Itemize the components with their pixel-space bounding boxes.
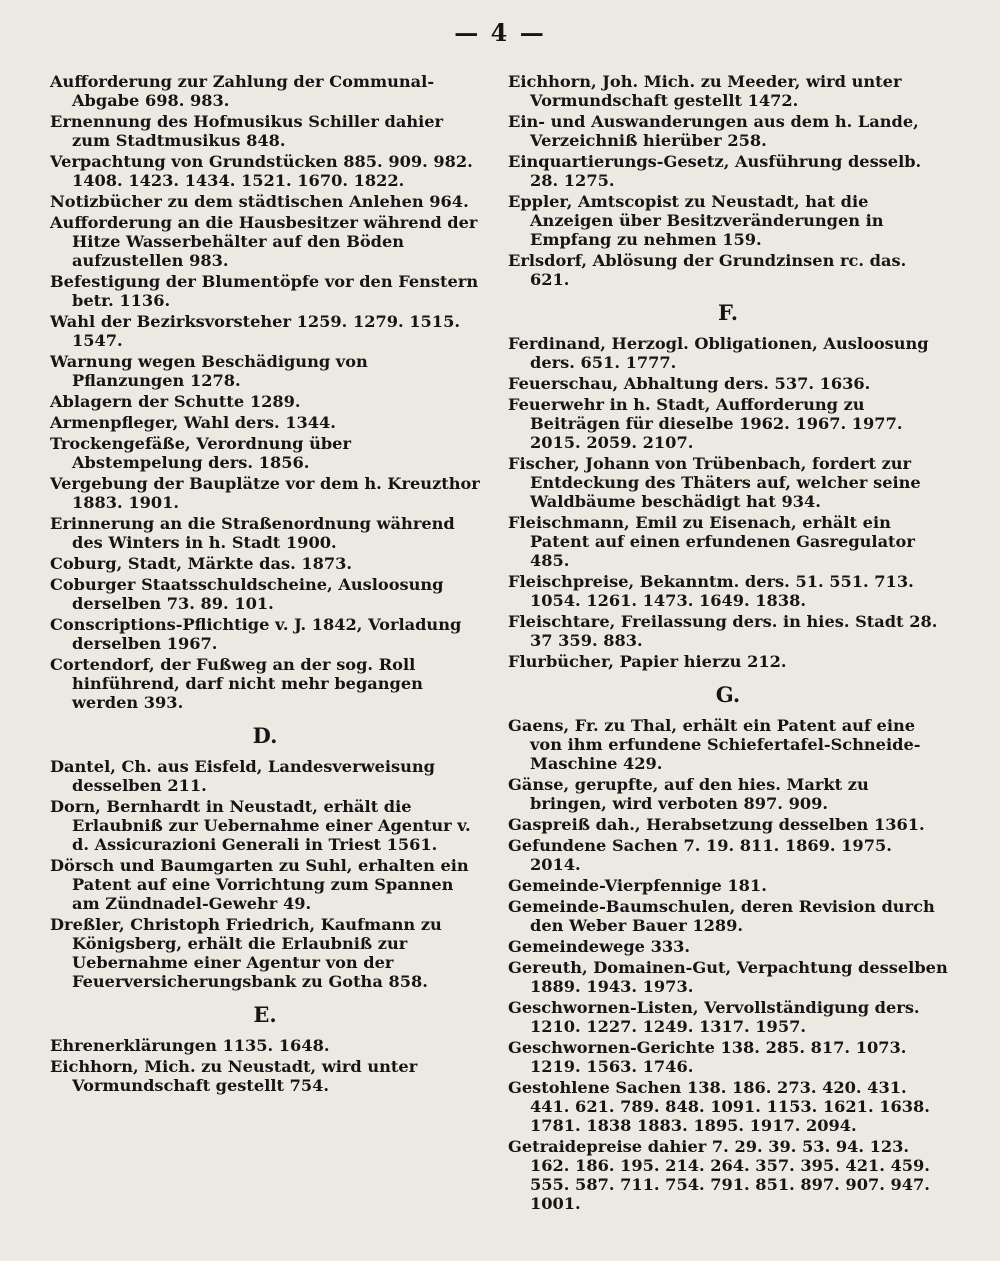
index-entry: Warnung wegen Beschädigung von Pflanzungen 1278.: [50, 352, 368, 390]
index-entry: Eppler, Amtscopist zu Neustadt, hat die Anzeigen über Besitzveränderungen in Empfang zu nehmen 159.: [508, 192, 884, 249]
index-entry: Coburger Staatsschuldscheine, Ausloosung derselben 73. 89. 101.: [50, 575, 444, 613]
index-entry: Gaens, Fr. zu Thal, erhält ein Patent auf eine von ihm erfundene Schiefertafel-Schneide-Maschine 429.: [508, 716, 921, 773]
index-entry: Einquartierungs-Gesetz, Ausführung desselb. 28. 1275.: [508, 152, 922, 190]
index-entry: Erlsdorf, Ablösung der Grundzinsen rc. das. 621.: [508, 251, 907, 289]
index-entry: Erinnerung an die Straßenordnung während des Winters in h. Stadt 1900.: [50, 514, 455, 552]
index-entry: Cortendorf, der Fußweg an der sog. Roll hinführend, darf nicht mehr begangen werden 393.: [50, 655, 423, 712]
index-entry: Ablagern der Schutte 1289.: [50, 392, 301, 411]
section-heading-e: E.: [253, 1002, 277, 1027]
index-entry: Fleischtare, Freilassung ders. in hies. Stadt 28. 37 359. 883.: [508, 612, 938, 650]
entries-top-right: [508, 72, 948, 289]
index-entry: Geschwornen-Listen, Vervollständigung ders. 1210. 1227. 1249. 1317. 1957.: [508, 998, 920, 1036]
index-entry: Gänse, gerupfte, auf den hies. Markt zu bringen, wird verboten 897. 909.: [508, 775, 869, 813]
index-entry: Fleischpreise, Bekanntm. ders. 51. 551. 713. 1054. 1261. 1473. 1649. 1838.: [508, 572, 914, 610]
index-entry: Ernennung des Hofmusikus Schiller dahier zum Stadtmusikus 848.: [50, 112, 444, 150]
index-entry: Verpachtung von Grundstücken 885. 909. 982. 1408. 1423. 1434. 1521. 1670. 1822.: [50, 152, 473, 190]
index-entry: Eichhorn, Mich. zu Neustadt, wird unter Vormundschaft gestellt 754.: [50, 1057, 418, 1095]
index-entry: Feuerwehr in h. Stadt, Aufforderung zu Beiträgen für dieselbe 1962. 1967. 1977. 2015. 2059. 2107.: [508, 395, 903, 452]
index-entry: Notizbücher zu dem städtischen Anlehen 964.: [50, 192, 469, 211]
index-entry: Trockengefäße, Verordnung über Abstempelung ders. 1856.: [50, 434, 351, 472]
index-entry: Dorn, Bernhardt in Neustadt, erhält die Erlaubniß zur Uebernahme einer Agentur v. d. Assicurazioni Generali in Triest 1561.: [50, 797, 471, 854]
page-number: — 4 —: [454, 18, 546, 47]
index-entry: Gemeinde-Vierpfennige 181.: [508, 876, 767, 895]
entries-f: [508, 334, 948, 671]
section-heading-g: G.: [715, 682, 741, 707]
index-entry: Flurbücher, Papier hierzu 212.: [508, 652, 787, 671]
index-entry: Gestohlene Sachen 138. 186. 273. 420. 431. 441. 621. 789. 848. 1091. 1153. 1621. 1638. 1781. 1838 1883. 1895. 1917. 2094.: [508, 1078, 930, 1135]
index-entry: Fleischmann, Emil zu Eisenach, erhält ein Patent auf einen erfundenen Gasregulator 485.: [508, 513, 915, 570]
index-entry: Eichhorn, Joh. Mich. zu Meeder, wird unter Vormundschaft gestellt 1472.: [508, 72, 902, 110]
index-entry: Feuerschau, Abhaltung ders. 537. 1636.: [508, 374, 871, 393]
entries-e: [50, 1036, 480, 1095]
index-entry: Wahl der Bezirksvorsteher 1259. 1279. 1515. 1547.: [50, 312, 460, 350]
index-entry: Gemeinde-Baumschulen, deren Revision durch den Weber Bauer 1289.: [508, 897, 935, 935]
index-entry: Ehrenerklärungen 1135. 1648.: [50, 1036, 330, 1055]
index-entry: Ferdinand, Herzogl. Obligationen, Ausloosung ders. 651. 1777.: [508, 334, 929, 372]
entries-g: [508, 716, 948, 1213]
index-entry: Vergebung der Bauplätze vor dem h. Kreuzthor 1883. 1901.: [50, 474, 480, 512]
entries-d: [50, 757, 480, 991]
index-entry: Conscriptions-Pflichtige v. J. 1842, Vorladung derselben 1967.: [50, 615, 462, 653]
index-entry: Gaspreiß dah., Herabsetzung desselben 1361.: [508, 815, 925, 834]
index-entry: Befestigung der Blumentöpfe vor den Fenstern betr. 1136.: [50, 272, 479, 310]
index-entry: Ein- und Auswanderungen aus dem h. Lande, Verzeichniß hierüber 258.: [508, 112, 919, 150]
section-heading-f: F.: [717, 300, 739, 325]
index-entry: Gefundene Sachen 7. 19. 811. 1869. 1975. 2014.: [508, 836, 892, 874]
index-entry: Dreßler, Christoph Friedrich, Kaufmann zu Königsberg, erhält die Erlaubniß zur Uebernahme einer Agentur von der Feuerversicherungsbank zu Gotha 858.: [50, 915, 442, 991]
right-column: [508, 72, 948, 1215]
index-entry: Dantel, Ch. aus Eisfeld, Landesverweisung desselben 211.: [50, 757, 435, 795]
section-heading-d: D.: [252, 723, 278, 748]
left-column: [50, 72, 480, 1097]
index-entry: Aufforderung zur Zahlung der Communal-Abgabe 698. 983.: [50, 72, 435, 110]
index-entry: Fischer, Johann von Trübenbach, fordert zur Entdeckung des Thäters auf, welcher seine Waldbäume beschädigt hat 934.: [508, 454, 921, 511]
index-entry: Armenpfleger, Wahl ders. 1344.: [50, 413, 336, 432]
index-entry: Gemeindewege 333.: [508, 937, 690, 956]
index-entry: Aufforderung an die Hausbesitzer während der Hitze Wasserbehälter auf den Böden aufzustellen 983.: [50, 213, 478, 270]
index-entry: Gereuth, Domainen-Gut, Verpachtung desselben 1889. 1943. 1973.: [508, 958, 948, 996]
index-entry: Getraidepreise dahier 7. 29. 39. 53. 94. 123. 162. 186. 195. 214. 264. 357. 395. 421. 459. 555. 587. 711. 754. 791. 851. 897. 907. 947. 1001.: [508, 1137, 930, 1213]
index-entry: Geschwornen-Gerichte 138. 285. 817. 1073. 1219. 1563. 1746.: [508, 1038, 907, 1076]
entries-top-left: [50, 72, 480, 712]
index-entry: Dörsch und Baumgarten zu Suhl, erhalten ein Patent auf eine Vorrichtung zum Spannen am Zündnadel-Gewehr 49.: [50, 856, 469, 913]
index-entry: Coburg, Stadt, Märkte das. 1873.: [50, 554, 353, 573]
